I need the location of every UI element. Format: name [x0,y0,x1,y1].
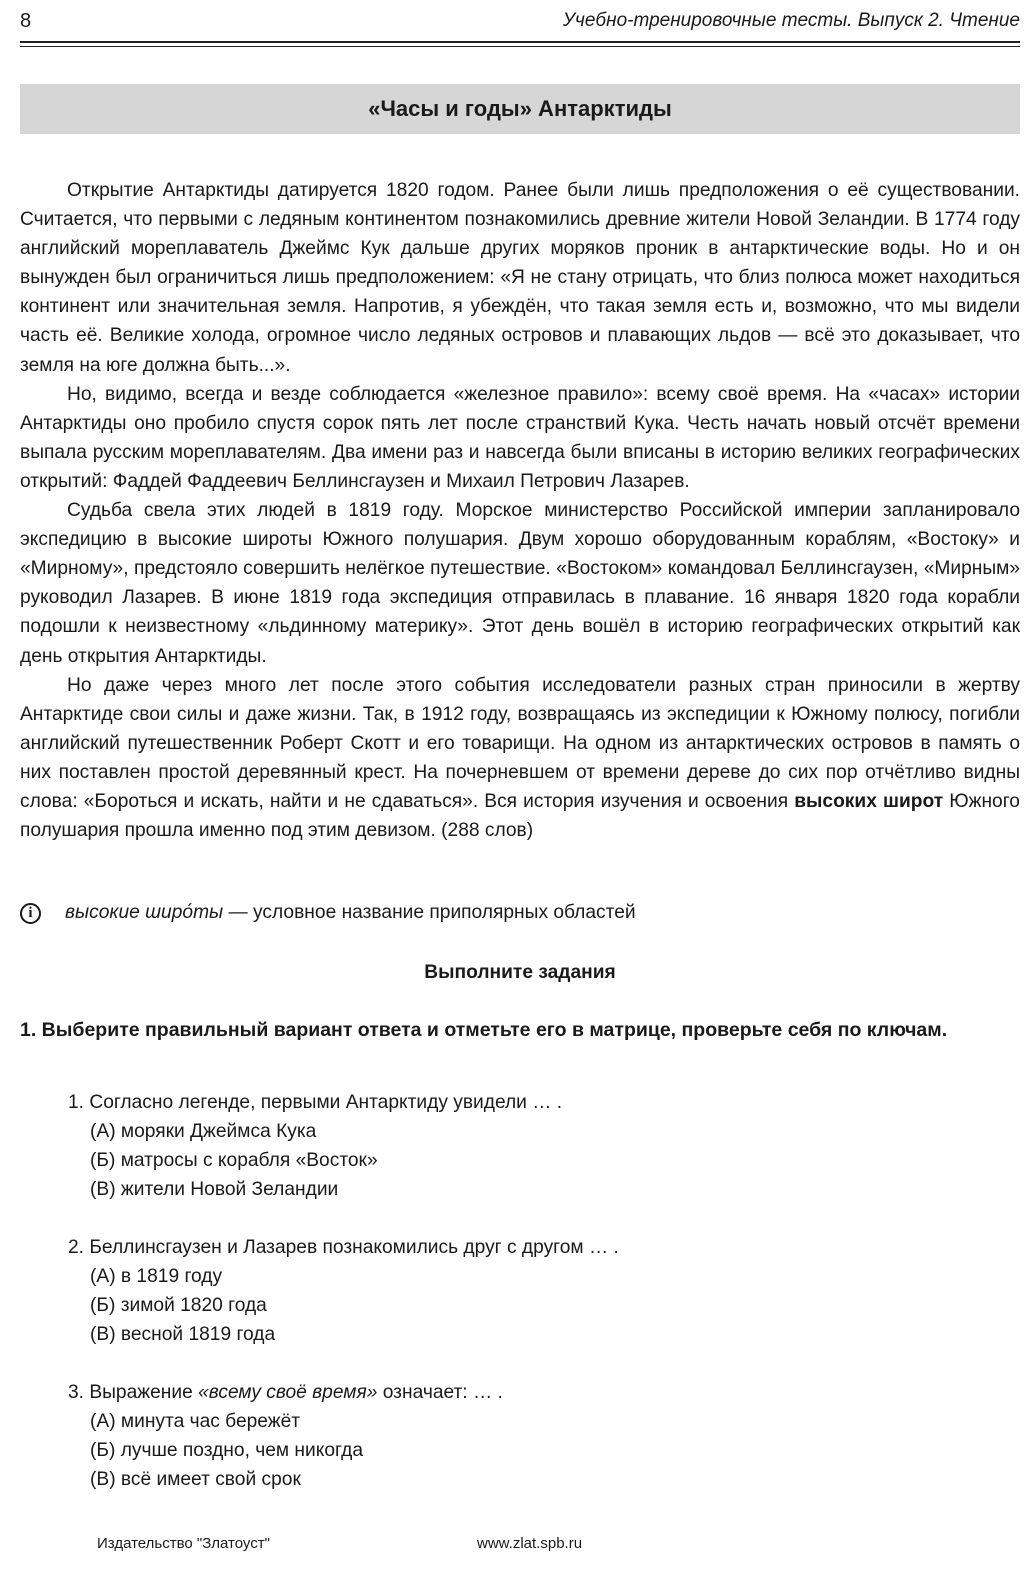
tasks-heading: Выполните задания [424,962,616,983]
question-3-option-a: (А) минута час бережёт [90,1411,301,1432]
paragraph-3: Судьба свела этих людей в 1819 году. Морское министерство Российской империи запланировало экспедицию в высокие широты Южного полушария. Двум хорошо оборудованным кораблям, «Востоку» и «Мирному», предстояло совершить нелёгкое путешествие. «Востоком» командовал Беллинсгаузен, «Мирным» руководил Лазарев. В июне 1819 года экспедиция отправилась в плавание. 16 января 1820 года корабли подошли к неизвестному «льдинному материку». Этот день вошёл в историю географических открытий как день открытия Антарктиды. [20,500,1020,667]
info-icon: i [20,903,41,924]
paragraph-4 [20,671,1020,846]
glossary-definition: — условное название приполярных областей [228,902,636,923]
question-3-option-b: (Б) лучше поздно, чем никогда [90,1440,364,1461]
bold-term: высоких широт [794,790,944,812]
running-title: Учебно-тренировочные тесты. Выпуск 2. Чтение [562,10,1020,31]
question-2 [68,1233,619,1349]
page-number: 8 [20,10,32,32]
question-3-stem [68,1378,503,1407]
article-body [20,176,1020,845]
question-3-stem-start: 3. Выражение [68,1382,193,1403]
question-1 [68,1088,562,1204]
question-3-stem-end: означает: … . [382,1382,503,1403]
question-1-stem: 1. Согласно легенде, первыми Антарктиду увидели … . [68,1092,563,1113]
question-3-option-c: (В) всё имеет свой срок [90,1469,301,1490]
question-2-option-b: (Б) зимой 1820 года [90,1295,267,1316]
header-rule-thick [20,41,1020,43]
glossary-note [20,902,636,924]
title-band [20,84,1020,134]
question-1-option-c: (В) жители Новой Зеландии [90,1179,339,1200]
paragraph-4-end: Южного полушария прошла именно под этим девизом. (288 слов) [20,790,1020,842]
paragraph-4-start: Но даже через много лет после этого события исследователи разных стран приносили в жертву Антарктиде свои силы и даже жизни. Так, в 1912 году, возвращаясь из экспедиции к Южному полюсу, погибли английский путешественник Роберт Скотт и его товарищи. На одном из антарктических островов в память о них поставлен простой деревянный крест. На почерневшем от времени дереве до сих пор отчётливо видны слова: «Бороться и искать, найти и не сдаваться». Вся история изучения и освоения [20,674,1020,812]
header-rule-thin [20,46,1020,47]
glossary-term: высокие широ́ты [65,902,224,923]
question-2-option-c: (В) весной 1819 года [90,1324,276,1345]
question-1-option-b: (Б) матросы с корабля «Восток» [90,1150,378,1171]
question-1-option-a: (А) моряки Джеймса Кука [90,1121,317,1142]
question-3 [68,1378,503,1494]
article-title: «Часы и годы» Антарктиды [368,96,672,121]
paragraph-1: Открытие Антарктиды датируется 1820 годом. Ранее были лишь предположения о её существовании. Считается, что первыми с ледяным континентом познакомились древние жители Новой Зеландии. В 1774 году английский мореплаватель Джеймс Кук дальше других моряков проник в антарктические воды. Но и он вынужден был ограничиться лишь предположением: «Я не стану отрицать, что близ полюса может находиться континент или значительная земля. Напротив, я убеждён, что такая земля есть и, возможно, что мы видели часть её. Великие холода, огромное число ледяных островов и плавающих льдов — всё это доказывает, что земля на юге должна быть...». [20,180,1020,376]
footer-website: www.zlat.spb.ru [477,1535,583,1552]
question-2-stem: 2. Беллинсгаузен и Лазарев познакомились друг с другом … . [68,1237,619,1258]
paragraph-2: Но, видимо, всегда и везде соблюдается «железное правило»: всему своё время. На «часах» истории Антарктиды оно пробило спустя сорок пять лет после странствий Кука. Честь начать новый отсчёт времени выпала русским мореплавателям. Два имени раз и навсегда были вписаны в историю великих географических открытий: Фаддей Фаддеевич Беллинсгаузен и Михаил Петрович Лазарев. [20,383,1020,492]
task-1-instruction: 1. Выберите правильный вариант ответа и отметьте его в матрице, проверьте себя по ключам. [20,1019,948,1041]
question-3-expression: «всему своё время» [198,1382,378,1403]
question-2-option-a: (А) в 1819 году [90,1266,223,1287]
footer-publisher: Издательство "Златоуст" [97,1535,270,1552]
